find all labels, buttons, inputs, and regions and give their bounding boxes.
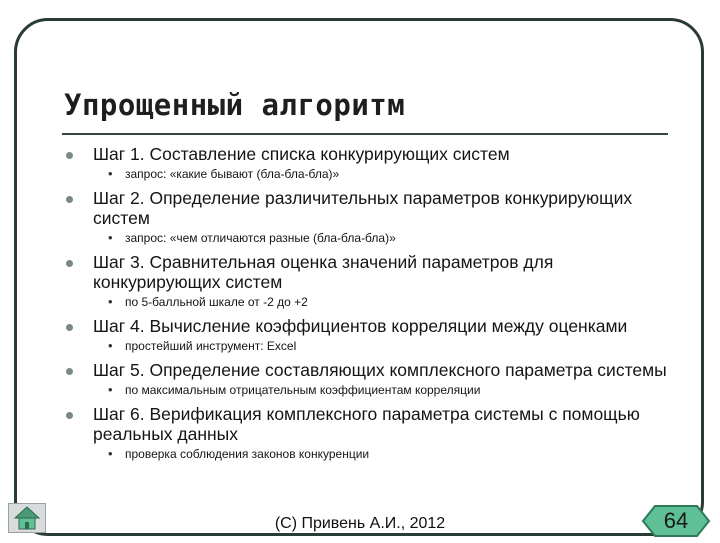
step-item (60, 360, 680, 398)
sub-bullet: • (108, 338, 113, 353)
step-subitem-text: запрос: «чем отличаются разные (бла-бла-бла)» (125, 231, 396, 245)
step-subitem-text: по 5-балльной шкале от -2 до +2 (125, 295, 308, 309)
step-subitem-text: запрос: «какие бывают (бла-бла-бла)» (125, 167, 340, 181)
step-item (60, 144, 680, 182)
step-label: Шаг 5. Определение составляющих комплексного параметра системы (93, 360, 667, 380)
step-item (60, 404, 680, 462)
slide-title: Упрощенный алгоритм (64, 88, 406, 122)
step-label: Шаг 1. Составление списка конкурирующих систем (93, 144, 510, 164)
step-subitem-text: простейший инструмент: Excel (125, 339, 297, 353)
step-subitem-text: проверка соблюдения законов конкуренции (125, 447, 370, 461)
step-label: Шаг 3. Сравнительная оценка значений параметров для конкурирующих систем (93, 252, 554, 292)
step-item (60, 252, 680, 310)
bullet-dot (66, 412, 73, 419)
step-subitem (108, 382, 680, 398)
step-subitem (108, 338, 680, 354)
page-number: 64 (663, 508, 689, 533)
step-label: Шаг 4. Вычисление коэффициентов корреляции между оценками (93, 316, 628, 336)
step-label: Шаг 6. Верификация комплексного параметра системы с помощью реальных данных (93, 404, 640, 444)
step-subitem (108, 294, 680, 310)
sub-bullet: • (108, 166, 113, 181)
step-subitem (108, 166, 680, 182)
bullet-dot (66, 196, 73, 203)
step-subitem-text: по максимальным отрицательным коэффициентам корреляции (125, 383, 481, 397)
page-number-badge (641, 504, 711, 538)
step-item (60, 188, 680, 246)
footer-copyright: (C) Привень А.И., 2012 (274, 515, 446, 532)
title-divider (62, 133, 668, 135)
bullet-dot (66, 152, 73, 159)
bullet-dot (66, 324, 73, 331)
bullet-dot (66, 368, 73, 375)
step-subitem (108, 230, 680, 246)
step-label: Шаг 2. Определение различительных параметров конкурирующих систем (93, 188, 633, 228)
step-item (60, 316, 680, 354)
step-list (60, 144, 680, 468)
sub-bullet: • (108, 294, 113, 309)
bullet-dot (66, 260, 73, 267)
step-subitem (108, 446, 680, 462)
sub-bullet: • (108, 446, 113, 461)
sub-bullet: • (108, 230, 113, 245)
sub-bullet: • (108, 382, 113, 397)
